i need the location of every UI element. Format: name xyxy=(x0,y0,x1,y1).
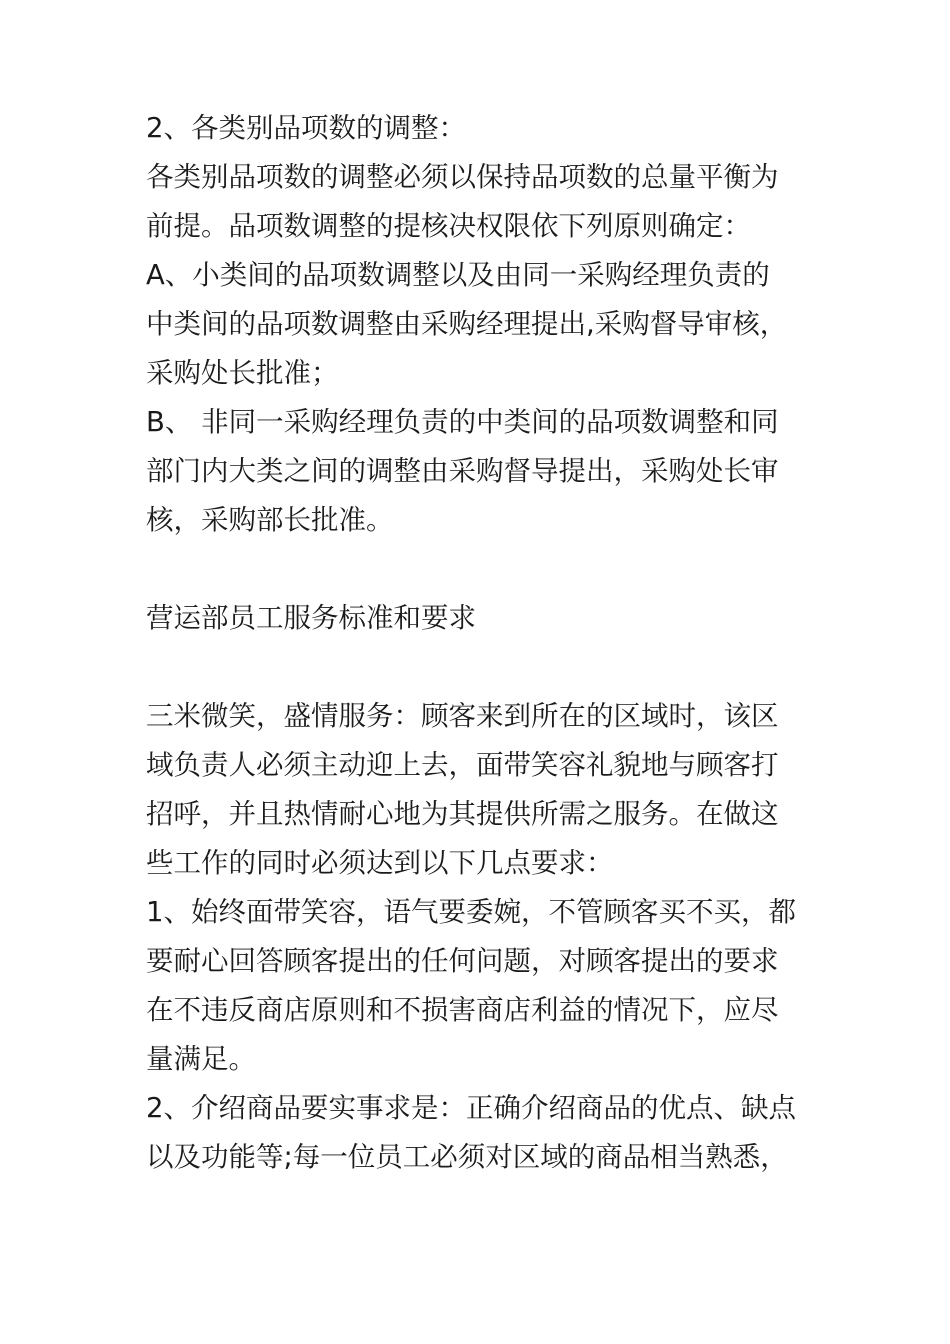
text-line: 域负责人必须主动迎上去，面带笑容礼貌地与顾客打 xyxy=(146,749,779,781)
text-line: 量满足。 xyxy=(146,1043,256,1075)
text-line: 在不违反商店原则和不损害商店利益的情况下，应尽 xyxy=(146,994,779,1026)
text-line: 些工作的同时必须达到以下几点要求： xyxy=(146,847,614,879)
text-line: 招呼，并且热情耐心地为其提供所需之服务。在做这 xyxy=(146,798,779,830)
text-line: 2、介绍商品要实事求是：正确介绍商品的优点、缺点 xyxy=(146,1092,796,1124)
text-line: 1、始终面带笑容，语气要委婉，不管顾客买不买，都 xyxy=(146,896,796,928)
text-line: A、小类间的品项数调整以及由同一采购经理负责的 xyxy=(146,259,770,291)
text-line: 采购处长批准； xyxy=(146,357,339,389)
paragraph-gap xyxy=(146,643,816,692)
paragraph-gap xyxy=(146,545,816,594)
text-line: 部门内大类之间的调整由采购督导提出，采购处长审 xyxy=(146,455,779,487)
text-line: 核，采购部长批准。 xyxy=(146,504,394,536)
text-line: 2、各类别品项数的调整： xyxy=(146,112,466,144)
text-line: 各类别品项数的调整必须以保持品项数的总量平衡为 xyxy=(146,161,779,193)
text-line: 要耐心回答顾客提出的任何问题，对顾客提出的要求 xyxy=(146,945,779,977)
document-body xyxy=(146,104,816,1182)
text-line: 三米微笑，盛情服务：顾客来到所在的区域时，该区 xyxy=(146,700,779,732)
text-line: B、 非同一采购经理负责的中类间的品项数调整和同 xyxy=(146,406,779,438)
text-line: 前提。品项数调整的提核决权限依下列原则确定： xyxy=(146,210,751,242)
section-heading: 营运部员工服务标准和要求 xyxy=(146,602,476,634)
text-line: 以及功能等;每一位员工必须对区域的商品相当熟悉， xyxy=(146,1141,788,1173)
text-line: 中类间的品项数调整由采购经理提出,采购督导审核， xyxy=(146,308,788,340)
